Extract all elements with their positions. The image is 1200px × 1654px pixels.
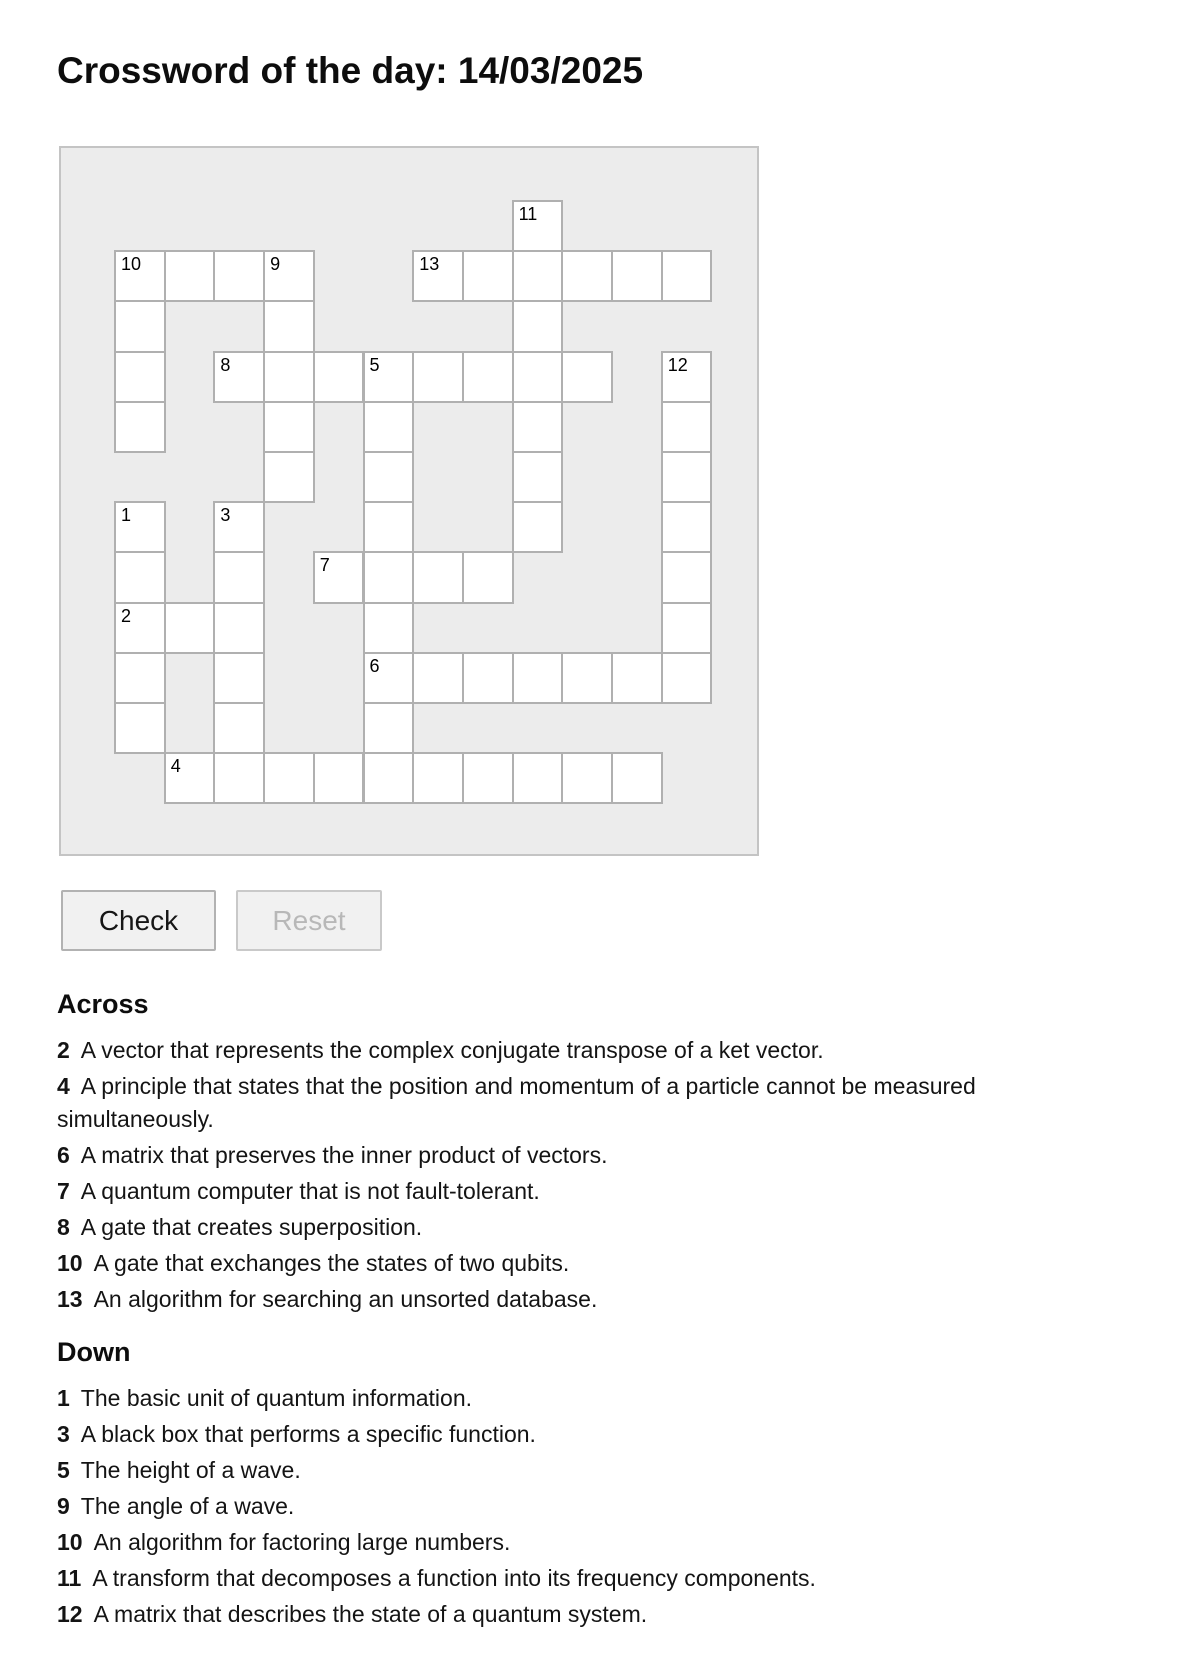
- grid-cell[interactable]: [462, 551, 514, 603]
- grid-cell[interactable]: [363, 501, 415, 553]
- clue-text: A gate that creates superposition.: [80, 1214, 423, 1240]
- clue-number: 3: [57, 1421, 70, 1447]
- grid-cell[interactable]: [661, 451, 713, 503]
- grid-cell[interactable]: [412, 551, 464, 603]
- grid-cell[interactable]: [114, 250, 166, 302]
- grid-cell[interactable]: [512, 401, 564, 453]
- grid-cell[interactable]: [561, 752, 613, 804]
- cell-number: 11: [518, 204, 538, 224]
- grid-cell[interactable]: [164, 752, 216, 804]
- grid-cell[interactable]: [512, 351, 564, 403]
- grid-cell[interactable]: [213, 551, 265, 603]
- clue-text: An algorithm for factoring large numbers.: [93, 1529, 511, 1555]
- clue-text: A quantum computer that is not fault-tolerant.: [80, 1178, 540, 1204]
- grid-cell[interactable]: [164, 250, 216, 302]
- cell-number: 2: [121, 605, 132, 626]
- grid-cell[interactable]: [114, 401, 166, 453]
- grid-cell[interactable]: [363, 652, 415, 704]
- clues-section: [57, 988, 1062, 1634]
- crossword-grid: [59, 146, 759, 856]
- clue-item: [57, 1526, 1062, 1559]
- grid-cell[interactable]: [462, 351, 514, 403]
- cell-number: 4: [170, 756, 181, 777]
- clue-number: 10: [57, 1250, 83, 1276]
- grid-cell[interactable]: [114, 300, 166, 352]
- clue-item: [57, 1034, 1062, 1067]
- grid-cell[interactable]: [213, 702, 265, 754]
- clue-text: A principle that states that the position and momentum of a particle cannot be measured simultaneously.: [57, 1073, 976, 1132]
- grid-cell[interactable]: [263, 451, 315, 503]
- page-title: Crossword of the day: 14/03/2025: [57, 50, 644, 91]
- grid-cell[interactable]: [661, 401, 713, 453]
- grid-cell[interactable]: [462, 250, 514, 302]
- clue-item: [57, 1382, 1062, 1415]
- clue-item: [57, 1211, 1062, 1244]
- cell-number: 9: [270, 254, 281, 275]
- clue-item: [57, 1418, 1062, 1451]
- cell-number: 1: [121, 505, 132, 526]
- clue-number: 4: [57, 1073, 70, 1099]
- clue-number: 12: [57, 1601, 83, 1627]
- grid-cell[interactable]: [363, 551, 415, 603]
- grid-cell[interactable]: [213, 501, 265, 553]
- grid-cell[interactable]: [412, 351, 464, 403]
- grid-cell[interactable]: [114, 652, 166, 704]
- grid-cell[interactable]: [263, 300, 315, 352]
- grid-cell[interactable]: [363, 401, 415, 453]
- clue-item: [57, 1454, 1062, 1487]
- clue-text: A matrix that describes the state of a quantum system.: [93, 1601, 648, 1627]
- grid-cell[interactable]: [661, 551, 713, 603]
- clue-number: 9: [57, 1493, 70, 1519]
- down-heading: Down: [57, 1337, 131, 1367]
- grid-cell[interactable]: [661, 652, 713, 704]
- grid-cell[interactable]: [263, 752, 315, 804]
- cell-number: 13: [419, 254, 440, 275]
- grid-cell[interactable]: [213, 602, 265, 654]
- clue-number: 13: [57, 1286, 83, 1312]
- grid-cell[interactable]: [114, 551, 166, 603]
- clue-number: 10: [57, 1529, 83, 1555]
- clue-list-across: [57, 1034, 1062, 1316]
- clue-text: The basic unit of quantum information.: [80, 1385, 473, 1411]
- cell-number: 7: [319, 555, 330, 576]
- grid-cell[interactable]: [611, 250, 663, 302]
- grid-cell[interactable]: [114, 501, 166, 553]
- grid-cell[interactable]: [462, 752, 514, 804]
- clue-number: 6: [57, 1142, 70, 1168]
- grid-cell[interactable]: [561, 351, 613, 403]
- grid-cell[interactable]: [512, 300, 564, 352]
- grid-cell[interactable]: [661, 351, 713, 403]
- grid-cell[interactable]: [213, 652, 265, 704]
- clue-item: [57, 1247, 1062, 1280]
- cell-number: 5: [369, 354, 380, 375]
- grid-cell[interactable]: [213, 351, 265, 403]
- clue-text: The height of a wave.: [80, 1457, 301, 1483]
- cell-number: 8: [220, 354, 231, 375]
- clue-number: 2: [57, 1037, 70, 1063]
- grid-cell[interactable]: [412, 752, 464, 804]
- grid-cell[interactable]: [114, 351, 166, 403]
- clue-item: [57, 1283, 1062, 1316]
- grid-cell[interactable]: [611, 752, 663, 804]
- grid-cell[interactable]: [512, 451, 564, 503]
- grid-cell[interactable]: [561, 652, 613, 704]
- grid-cell[interactable]: [313, 551, 365, 603]
- cell-number: 10: [121, 254, 142, 275]
- clue-number: 1: [57, 1385, 70, 1411]
- grid-cell[interactable]: [561, 250, 613, 302]
- clue-item: [57, 1175, 1062, 1208]
- grid-cell[interactable]: [512, 200, 564, 252]
- grid-cell[interactable]: [512, 501, 564, 553]
- reset-button[interactable]: Reset: [236, 890, 382, 951]
- grid-cell[interactable]: [611, 652, 663, 704]
- cell-number: 6: [369, 655, 380, 676]
- grid-cell[interactable]: [462, 652, 514, 704]
- across-heading: Across: [57, 989, 149, 1019]
- clue-text: A matrix that preserves the inner product of vectors.: [80, 1142, 608, 1168]
- grid-cell[interactable]: [263, 351, 315, 403]
- clue-item: [57, 1070, 1062, 1136]
- grid-cell[interactable]: [313, 351, 365, 403]
- cell-number: 3: [220, 505, 231, 526]
- grid-cell[interactable]: [363, 752, 415, 804]
- clue-text: A transform that decomposes a function into its frequency components.: [92, 1565, 816, 1591]
- grid-cell[interactable]: [512, 250, 564, 302]
- clue-text: The angle of a wave.: [80, 1493, 295, 1519]
- grid-cell[interactable]: [213, 250, 265, 302]
- grid-cell[interactable]: [263, 250, 315, 302]
- clue-number: 7: [57, 1178, 70, 1204]
- grid-cell[interactable]: [412, 652, 464, 704]
- grid-cell[interactable]: [114, 602, 166, 654]
- grid-cell[interactable]: [363, 451, 415, 503]
- clue-item: [57, 1139, 1062, 1172]
- grid-cell[interactable]: [661, 250, 713, 302]
- clue-text: An algorithm for searching an unsorted database.: [93, 1286, 598, 1312]
- grid-cell[interactable]: [363, 702, 415, 754]
- clue-item: [57, 1490, 1062, 1523]
- grid-cell[interactable]: [313, 752, 365, 804]
- cell-number: 12: [667, 354, 688, 375]
- grid-cell[interactable]: [363, 602, 415, 654]
- clue-number: 8: [57, 1214, 70, 1240]
- grid-cell[interactable]: [661, 501, 713, 553]
- clue-number: 5: [57, 1457, 70, 1483]
- grid-cell[interactable]: [263, 401, 315, 453]
- clue-item: [57, 1598, 1062, 1631]
- grid-cells-layer: [61, 148, 757, 854]
- grid-cell[interactable]: [114, 702, 166, 754]
- grid-cell[interactable]: [164, 602, 216, 654]
- grid-cell[interactable]: [661, 602, 713, 654]
- grid-cell[interactable]: [363, 351, 415, 403]
- clue-list-down: [57, 1382, 1062, 1631]
- clue-number: 11: [57, 1565, 82, 1591]
- check-button[interactable]: Check: [61, 890, 216, 951]
- clue-text: A black box that performs a specific function.: [80, 1421, 536, 1447]
- grid-cell[interactable]: [512, 752, 564, 804]
- clue-text: A gate that exchanges the states of two qubits.: [93, 1250, 570, 1276]
- clue-item: [57, 1562, 1062, 1595]
- clue-text: A vector that represents the complex conjugate transpose of a ket vector.: [80, 1037, 824, 1063]
- grid-cell[interactable]: [213, 752, 265, 804]
- grid-cell[interactable]: [412, 250, 464, 302]
- grid-cell[interactable]: [512, 652, 564, 704]
